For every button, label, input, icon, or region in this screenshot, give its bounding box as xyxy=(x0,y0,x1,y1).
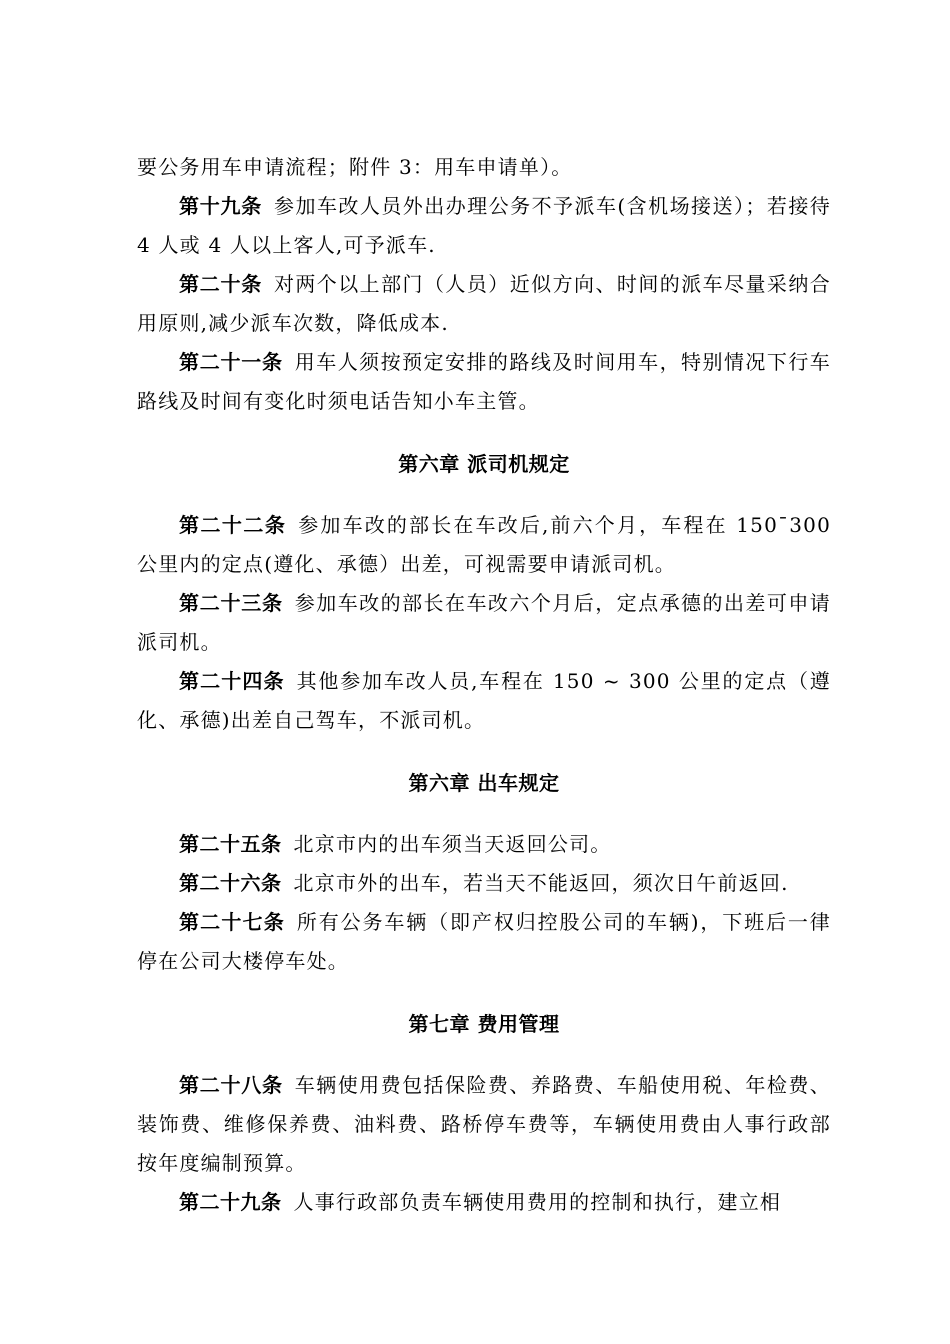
article-number: 第二十五条 xyxy=(179,832,282,856)
article-29 xyxy=(137,1183,831,1222)
article-text: 参加车改人员外出办理公务不予派车(含机场接送）；若接待 4 人或 4 人以上客人,可予派车. xyxy=(137,194,832,257)
article-text: 对两个以上部门（人员）近似方向、时间的派车尽量采纳合用原则,减少派车次数，降低成本. xyxy=(137,272,831,335)
intro-paragraph xyxy=(137,148,831,187)
article-25 xyxy=(137,825,831,864)
article-number: 第二十四条 xyxy=(179,669,285,693)
article-text: 所有公务车辆（即产权归控股公司的车辆)，下班后一律停在公司大楼停车处。 xyxy=(137,910,832,973)
chapter-heading-cost: 第七章 费用管理 xyxy=(408,1012,560,1036)
article-number: 第二十九条 xyxy=(179,1190,282,1214)
article-number: 第二十八条 xyxy=(179,1073,283,1097)
article-text: 用车人须按预定安排的路线及时间用车，特别情况下行车路线及时间有变化时须电话告知小车主管。 xyxy=(137,350,832,413)
document-body xyxy=(137,148,831,1222)
article-19 xyxy=(137,187,831,265)
article-number: 第二十三条 xyxy=(179,591,283,615)
article-24 xyxy=(137,662,831,740)
article-number: 第二十条 xyxy=(179,272,262,296)
article-text: 北京市内的出车须当天返回公司。 xyxy=(293,832,612,856)
article-text: 北京市外的出车，若当天不能返回，须次日午前返回. xyxy=(293,871,789,895)
article-text: 人事行政部负责车辆使用费用的控制和执行，建立相 xyxy=(293,1190,782,1214)
article-26 xyxy=(137,864,831,903)
article-text: 参加车改的部长在车改六个月后，定点承德的出差可申请派司机。 xyxy=(137,591,832,654)
article-number: 第二十六条 xyxy=(179,871,282,895)
article-23 xyxy=(137,584,831,662)
chapter-heading-driver: 第六章 派司机规定 xyxy=(398,452,570,476)
article-number: 第二十二条 xyxy=(179,513,287,537)
article-27 xyxy=(137,903,831,981)
article-text: 车辆使用费包括保险费、养路费、车船使用税、年检费、装饰费、维修保养费、油料费、路桥停车费等，车辆使用费由人事行政部按年度编制预算。 xyxy=(137,1073,832,1175)
article-20 xyxy=(137,265,831,343)
article-21 xyxy=(137,343,831,421)
article-22 xyxy=(137,506,831,584)
article-number: 第十九条 xyxy=(179,194,263,218)
article-number: 第二十一条 xyxy=(179,350,283,374)
article-28 xyxy=(137,1066,831,1183)
article-text: 参加车改的部长在车改后,前六个月，车程在 150¯300 公里内的定点(遵化、承德）出差，可视需要申请派司机。 xyxy=(137,513,831,576)
article-number: 第二十七条 xyxy=(179,910,285,934)
paragraph-text: 要公务用车申请流程；附件 3：用车申请单）。 xyxy=(137,155,573,179)
chapter-heading-dispatch: 第六章 出车规定 xyxy=(408,771,560,795)
article-text: 其他参加车改人员,车程在 150 ~ 300 公里的定点（遵化、承德)出差自己驾车，不派司机。 xyxy=(137,669,831,732)
